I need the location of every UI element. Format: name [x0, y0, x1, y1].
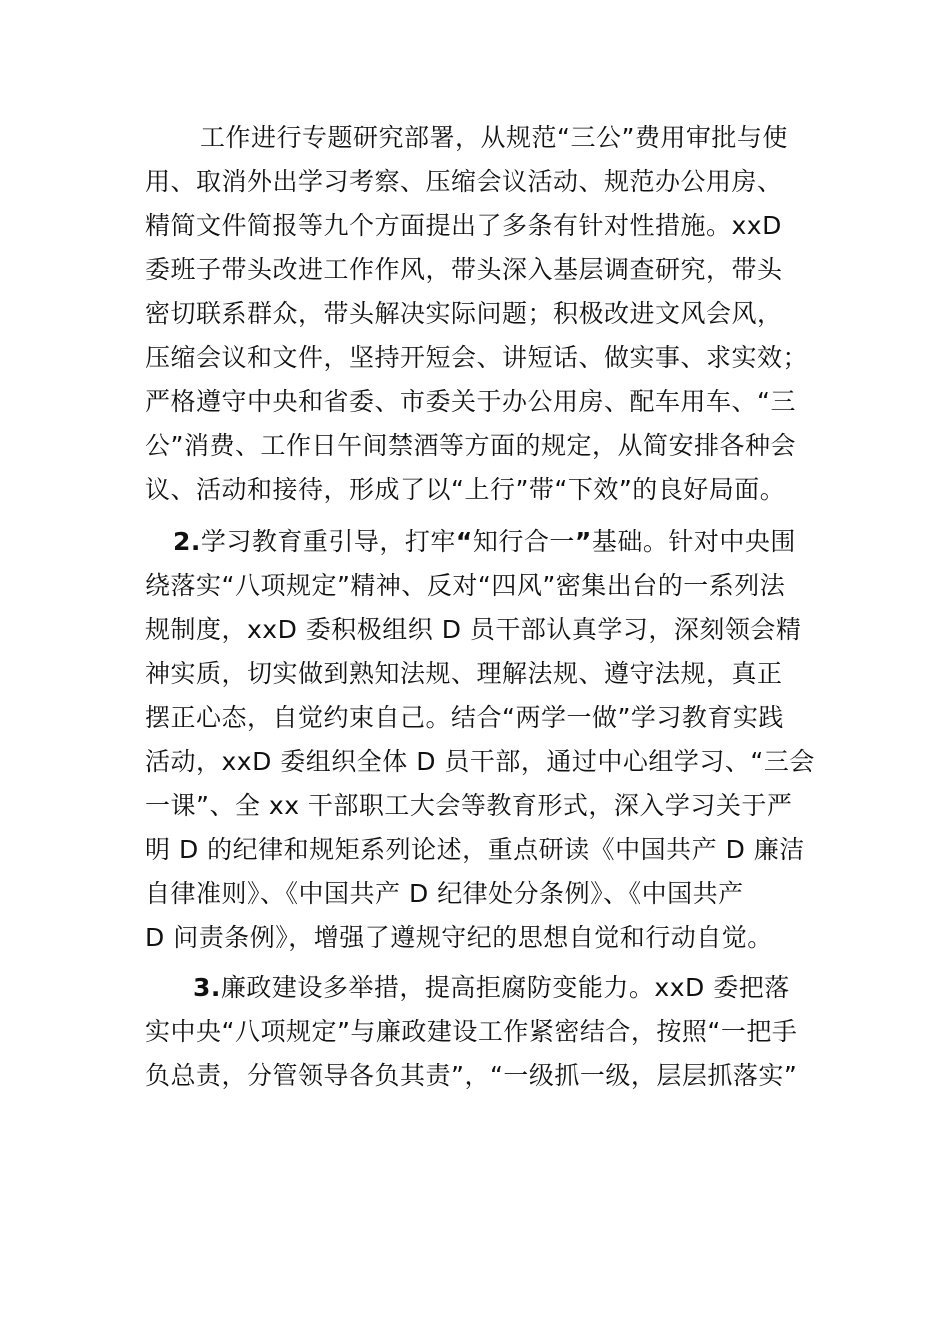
paragraph-3-line-3: 负总责，分管领导各负其责”，“一级抓一级，层层抓落实”: [145, 1061, 798, 1090]
paragraph-1-line-8: 公”消费、工作日午间禁酒等方面的规定，从简安排各种会: [145, 431, 796, 460]
paragraph-2-line-8: 明 D 的纪律和规矩系列论述，重点研读《中国共产 D 廉洁: [145, 835, 805, 864]
section-number-2: 2.: [173, 527, 201, 556]
paragraph-3-line-2: 实中央“八项规定”与廉政建设工作紧密结合，按照“一把手: [145, 1017, 798, 1046]
paragraph-3: [145, 966, 810, 1098]
paragraph-1-line-1: 工作进行专题研究部署，从规范“三公”费用审批与使: [200, 123, 788, 152]
paragraph-2-line-9: 自律准则》、《中国共产 D 纪律处分条例》、《中国共产: [145, 879, 744, 908]
paragraph-1-line-2: 用、取消外出学习考察、压缩会议活动、规范办公用房、: [145, 167, 783, 196]
paragraph-1-line-9: 议、活动和接待，形成了以“上行”带“下效”的良好局面。: [145, 475, 786, 504]
paragraph-2-line-3: 规制度，xxD 委积极组织 D 员干部认真学习，深刻领会精: [145, 615, 802, 644]
paragraph-1-line-3: 精简文件简报等九个方面提出了多条有针对性措施。xxD: [145, 211, 782, 240]
paragraph-2-quote-close: ”: [574, 527, 592, 556]
paragraph-1-line-7: 严格遵守中央和省委、市委关于办公用房、配车用车、“三: [145, 387, 796, 416]
paragraph-3-heading-text: 廉政建设多举措，提高拒腐防变能力。xxD 委把落: [220, 973, 790, 1002]
paragraph-2-line-2: 绕落实“八项规定”精神、反对“四风”密集出台的一系列法: [145, 571, 786, 600]
paragraph-2-heading-part-2: 知行合一: [472, 527, 575, 556]
paragraph-2-line-10: D 问责条例》，增强了遵规守纪的思想自觉和行动自觉。: [145, 923, 773, 952]
paragraph-2-line-4: 神实质，切实做到熟知法规、理解法规、遵守法规，真正: [145, 659, 783, 688]
paragraph-2-quote-open: “: [455, 527, 473, 556]
paragraph-2-heading-part-3: 基础。针对中央围: [591, 527, 796, 556]
paragraph-1-line-6: 压缩会议和文件，坚持开短会、讲短话、做实事、求实效；: [145, 343, 809, 372]
paragraph-2-heading-part-1: 学习教育重引导，打牢: [200, 527, 456, 556]
paragraph-1-line-5: 密切联系群众，带头解决实际问题；积极改进文风会风，: [145, 299, 783, 328]
section-number-3: 3.: [193, 973, 221, 1002]
paragraph-2-line-6: 活动，xxD 委组织全体 D 员干部，通过中心组学习、“三会: [145, 747, 815, 776]
paragraph-1: [145, 116, 810, 512]
paragraph-2-line-7: 一课”、全 xx 干部职工大会等教育形式，深入学习关于严: [145, 791, 793, 820]
paragraph-3-heading-line: [145, 966, 810, 1010]
paragraph-2-line-5: 摆正心态，自觉约束自己。结合“两学一做”学习教育实践: [145, 703, 784, 732]
paragraph-1-line-4: 委班子带头改进工作作风，带头深入基层调查研究，带头: [145, 255, 783, 284]
paragraph-2: [145, 520, 815, 960]
paragraph-2-heading-line: [145, 520, 810, 564]
